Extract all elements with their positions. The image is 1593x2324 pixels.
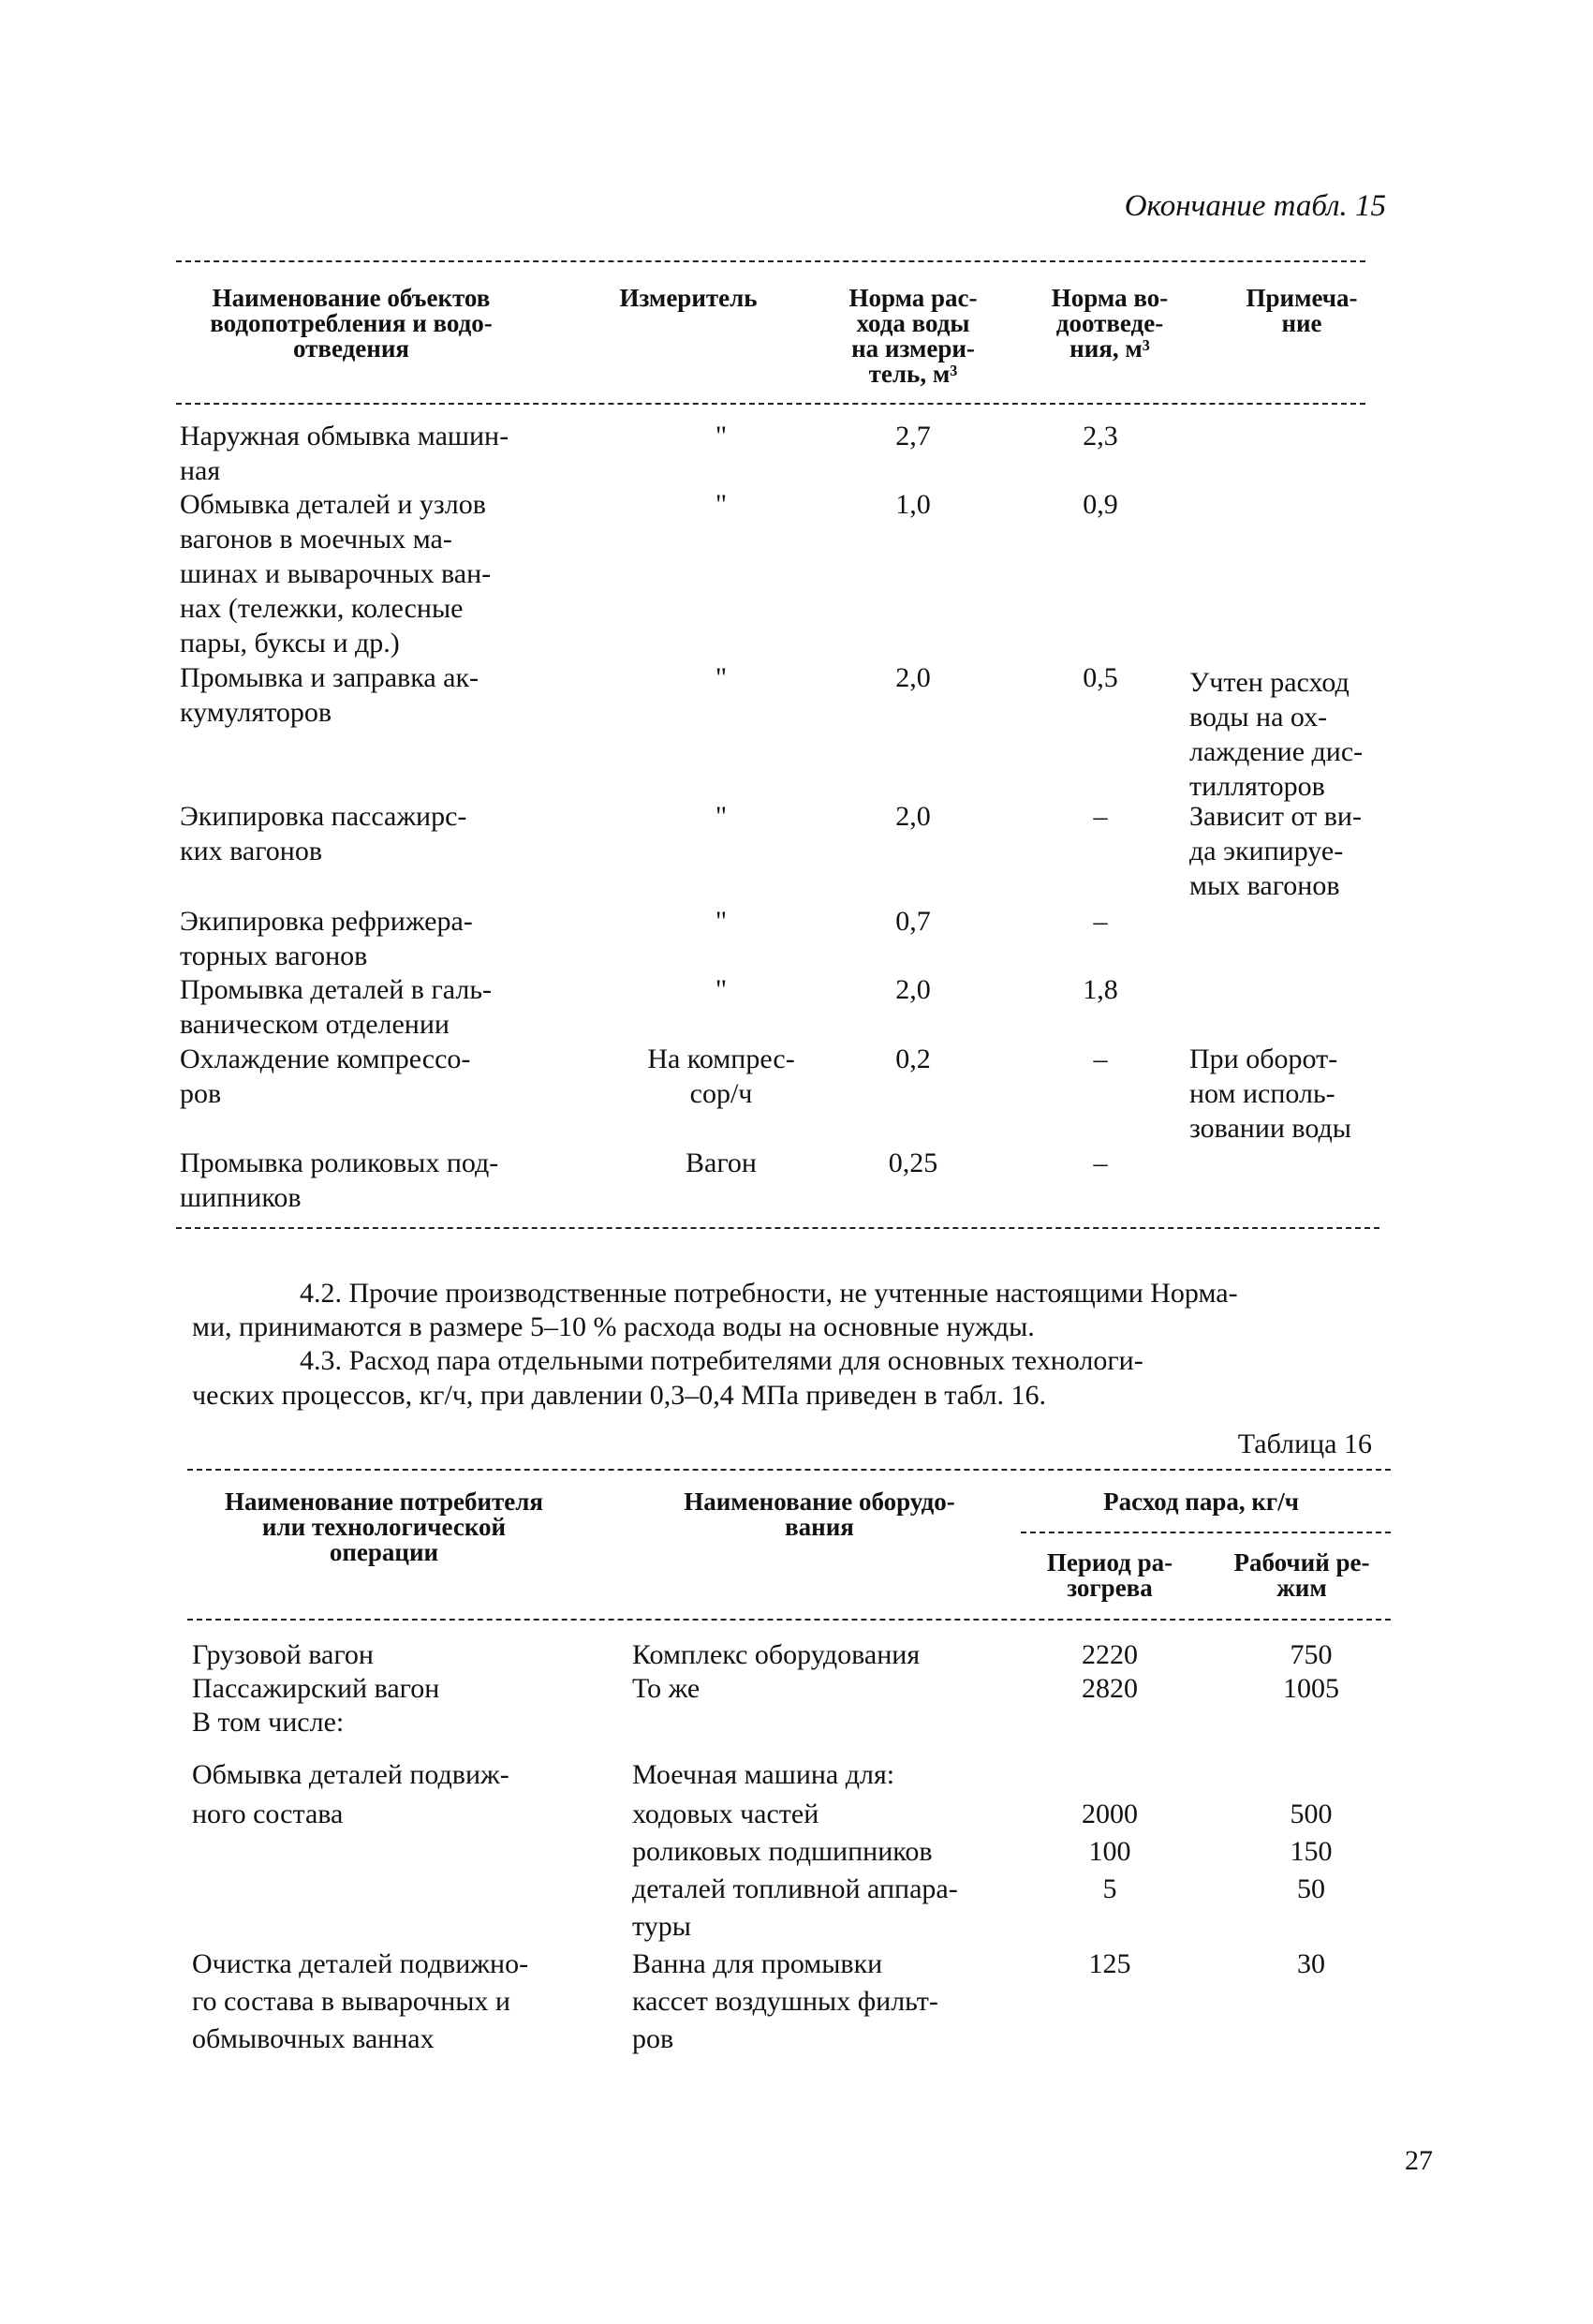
t16-row-11-equipment: ров (632, 2023, 674, 2054)
t16-row-1-working: 750 (1290, 1639, 1333, 1670)
paragraph-4-3-line-1: 4.3. Расход пара отдельными потребителями для основных технологи- (300, 1345, 1143, 1376)
t15-row-2-meter: " (715, 489, 728, 520)
t16-row-4-equipment: Моечная машина для: (632, 1759, 895, 1790)
t16-row-2-working: 1005 (1283, 1673, 1339, 1704)
t16-row-7-working: 50 (1297, 1873, 1325, 1904)
t16-row-2-equipment: То же (632, 1673, 701, 1704)
t15-row-1-disposal: 2,3 (1083, 421, 1118, 451)
t15-row-7-disposal: – (1093, 1044, 1108, 1074)
t16-row-9-consumer: Очистка деталей подвижно- (192, 1948, 529, 1979)
t16-row-10-equipment: кассет воздушных фильт- (632, 1986, 938, 2017)
t15-row-3-disposal: 0,5 (1083, 662, 1118, 693)
t16-row-10-consumer: го состава в выварочных и (192, 1986, 510, 2017)
t15-row-6-consumption: 2,0 (895, 974, 931, 1005)
t15-row-1-meter: " (715, 421, 728, 451)
t15-row-8-disposal: – (1093, 1147, 1108, 1178)
t15-row-5-disposal: – (1093, 906, 1108, 937)
t15-row-3-name: Промывка и заправка ак- кумуляторов (180, 662, 479, 728)
t16-row-1-heating: 2220 (1082, 1639, 1138, 1670)
t15-row-6-name: Промывка деталей в галь- ваническом отделении (180, 974, 493, 1040)
t15-row-5-consumption: 0,7 (895, 906, 931, 937)
t16-row-3-consumer: В том числе: (192, 1707, 345, 1738)
t15-header-disposal: Норма во- доотведе- ния, м³ (1051, 284, 1169, 363)
t16-row-2-heating: 2820 (1082, 1673, 1138, 1704)
t15-row-3-note: Учтен расход воды на ох- лаждение дис- тилляторов (1189, 667, 1364, 802)
t16-row-5-consumer: ного состава (192, 1799, 344, 1829)
t16-row-6-equipment: роликовых подшипников (632, 1836, 933, 1867)
t15-row-4-meter: " (715, 801, 728, 832)
table-16-top-rule (187, 1469, 1391, 1471)
table-15-bottom-rule (176, 1227, 1379, 1229)
continuation-label: Окончание табл. 15 (1124, 189, 1386, 223)
t15-row-1-name: Наружная обмывка машин- ная (180, 421, 509, 486)
page-number: 27 (1405, 2145, 1433, 2176)
t15-row-7-consumption: 0,2 (895, 1044, 931, 1074)
t15-row-8-consumption: 0,25 (888, 1147, 938, 1178)
t16-row-5-heating: 2000 (1082, 1799, 1138, 1829)
t16-header-subrule (1021, 1532, 1391, 1533)
t15-header-meter: Измеритель (619, 284, 758, 312)
t15-row-1-consumption: 2,7 (895, 421, 931, 451)
t15-row-6-meter: " (715, 974, 728, 1005)
t15-row-4-note: Зависит от ви- да экипируе- мых вагонов (1189, 801, 1362, 901)
t15-row-3-consumption: 2,0 (895, 662, 931, 693)
t15-row-7-meter: На компрес- сор/ч (647, 1044, 795, 1109)
t15-row-7-note: При оборот- ном исполь- зовании воды (1189, 1044, 1351, 1144)
t15-row-2-name: Обмывка деталей и узлов вагонов в моечных ма- шинах и выварочных ван- нах (тележки, колесные пары, буксы и др.) (180, 489, 492, 659)
t16-row-1-equipment: Комплекс оборудования (632, 1639, 921, 1670)
t15-row-8-meter: Вагон (686, 1147, 757, 1178)
t16-header-heating: Период ра- зогрева (1046, 1548, 1173, 1602)
t15-header-name: Наименование объектов водопотребления и водо- отведения (210, 284, 493, 363)
paragraph-4-2-line-1: 4.2. Прочие производственные потребности, не учтенные настоящими Норма- (300, 1278, 1238, 1309)
t16-row-5-equipment: ходовых частей (632, 1799, 819, 1829)
t16-row-1-consumer: Грузовой вагон (192, 1639, 374, 1670)
t16-header-equipment: Наименование оборудо- вания (684, 1488, 955, 1541)
t15-row-7-name: Охлаждение компрессо- ров (180, 1044, 471, 1109)
t15-row-6-disposal: 1,8 (1083, 974, 1118, 1005)
t15-row-4-consumption: 2,0 (895, 801, 931, 832)
paragraph-4-3-line-2: ческих процессов, кг/ч, при давлении 0,3–0,4 МПа приведен в табл. 16. (192, 1380, 1047, 1411)
t16-row-2-consumer: Пассажирский вагон (192, 1673, 440, 1704)
t16-row-7-heating: 5 (1102, 1873, 1117, 1904)
t16-header-working: Рабочий ре- жим (1233, 1548, 1370, 1602)
t15-row-8-name: Промывка роликовых под- шипников (180, 1147, 499, 1213)
t15-row-2-disposal: 0,9 (1083, 489, 1118, 520)
t15-row-4-name: Экипировка пассажирс- ких вагонов (180, 801, 467, 866)
t15-header-note: Примеча- ние (1246, 284, 1358, 337)
t16-row-7-equipment: деталей топливной аппара- (632, 1873, 958, 1904)
t15-row-5-meter: " (715, 906, 728, 937)
t16-row-6-heating: 100 (1088, 1836, 1131, 1867)
t16-row-4-consumer: Обмывка деталей подвиж- (192, 1759, 509, 1790)
t15-row-5-name: Экипировка рефрижера- торных вагонов (180, 906, 473, 971)
table-15-top-rule (176, 260, 1365, 262)
t15-row-2-consumption: 1,0 (895, 489, 931, 520)
t15-row-3-meter: " (715, 662, 728, 693)
t16-row-9-equipment: Ванна для промывки (632, 1948, 883, 1979)
t15-row-4-disposal: – (1093, 801, 1108, 832)
t16-header-steam: Расход пара, кг/ч (1103, 1488, 1299, 1516)
t16-row-11-consumer: обмывочных ваннах (192, 2023, 435, 2054)
t16-row-8-equipment: туры (632, 1911, 691, 1942)
t16-row-6-working: 150 (1290, 1836, 1333, 1867)
t15-header-consumption: Норма рас- хода воды на измери- тель, м³ (848, 284, 978, 388)
t16-row-9-working: 30 (1297, 1948, 1325, 1979)
table-16-header-rule (187, 1619, 1391, 1621)
t16-header-consumer: Наименование потребителя или технологической операции (224, 1488, 544, 1566)
t16-row-9-heating: 125 (1088, 1948, 1131, 1979)
table-15-header-rule (176, 403, 1365, 405)
paragraph-4-2-line-2: ми, принимаются в размере 5–10 % расхода воды на основные нужды. (192, 1311, 1035, 1342)
t16-row-5-working: 500 (1290, 1799, 1333, 1829)
table-16-caption: Таблица 16 (1237, 1428, 1372, 1459)
